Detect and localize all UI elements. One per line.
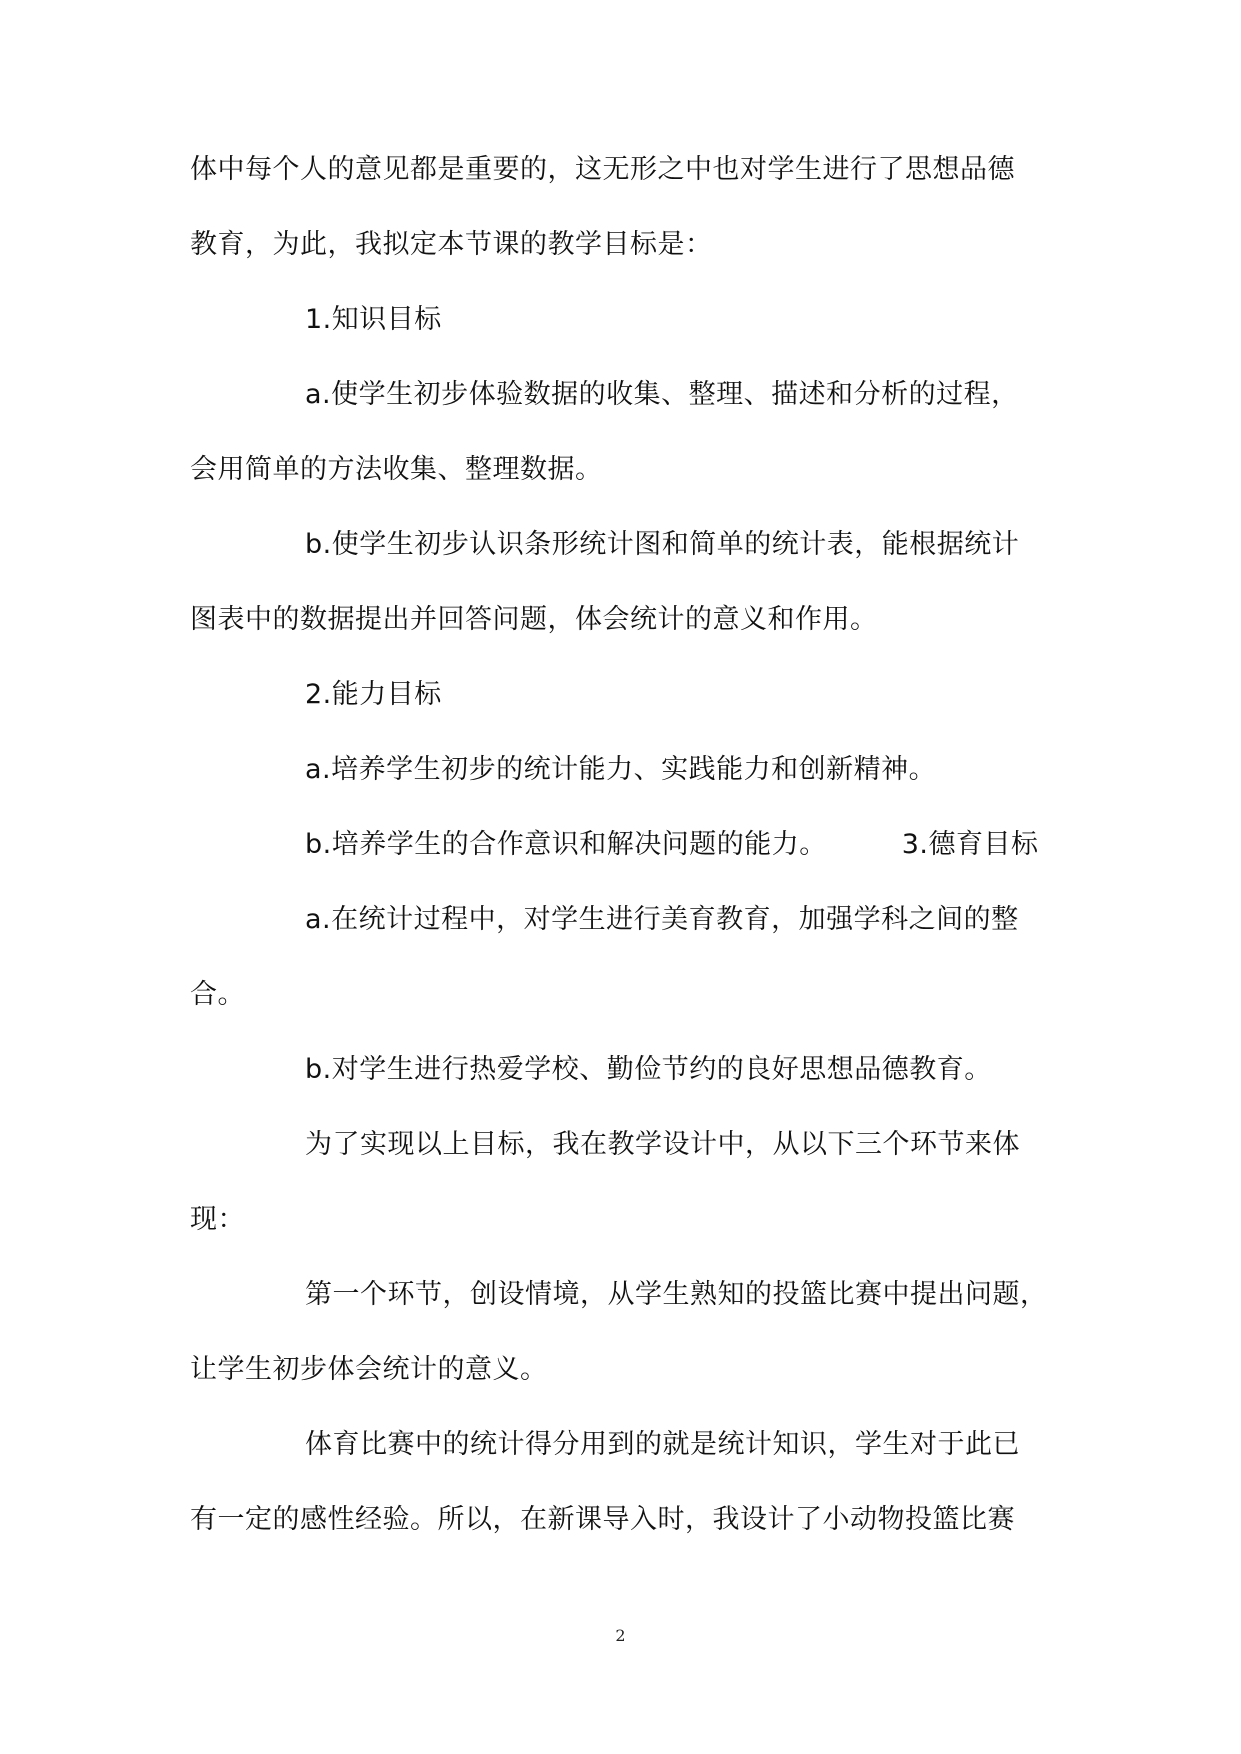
heading-moral-goal: 3.德育目标 <box>901 829 1039 860</box>
text-line-10-main: b.培养学生的合作意识和解决问题的能力。 <box>305 829 827 860</box>
text-line-2: 教育，为此，我拟定本节课的教学目标是： <box>190 229 713 260</box>
text-line-9: a.培养学生初步的统计能力、实践能力和创新精神。 <box>305 754 937 785</box>
text-line-6: b.使学生初步认识条形统计图和简单的统计表，能根据统计 <box>305 529 1020 560</box>
text-line-10 <box>305 827 1060 863</box>
text-line-12: 合。 <box>190 979 245 1010</box>
text-line-14: 为了实现以上目标，我在教学设计中，从以下三个环节来体 <box>305 1129 1020 1160</box>
text-line-1: 体中每个人的意见都是重要的，这无形之中也对学生进行了思想品德 <box>190 154 1015 185</box>
text-line-18: 体育比赛中的统计得分用到的就是统计知识，学生对于此已 <box>305 1429 1020 1460</box>
text-line-17: 让学生初步体会统计的意义。 <box>190 1354 548 1385</box>
text-line-15: 现： <box>190 1204 245 1235</box>
text-line-16: 第一个环节，创设情境，从学生熟知的投篮比赛中提出问题， <box>305 1279 1048 1310</box>
text-line-7: 图表中的数据提出并回答问题，体会统计的意义和作用。 <box>190 604 878 635</box>
page-number: 2 <box>615 1626 626 1645</box>
text-line-5: 会用简单的方法收集、整理数据。 <box>190 454 603 485</box>
text-line-4: a.使学生初步体验数据的收集、整理、描述和分析的过程， <box>305 379 1019 410</box>
text-line-19: 有一定的感性经验。所以，在新课导入时，我设计了小动物投篮比赛 <box>190 1504 1015 1535</box>
heading-ability-goal: 2.能力目标 <box>305 679 442 710</box>
text-line-13: b.对学生进行热爱学校、勤俭节约的良好思想品德教育。 <box>305 1054 992 1085</box>
text-line-11: a.在统计过程中，对学生进行美育教育，加强学科之间的整 <box>305 904 1019 935</box>
heading-knowledge-goal: 1.知识目标 <box>305 304 442 335</box>
